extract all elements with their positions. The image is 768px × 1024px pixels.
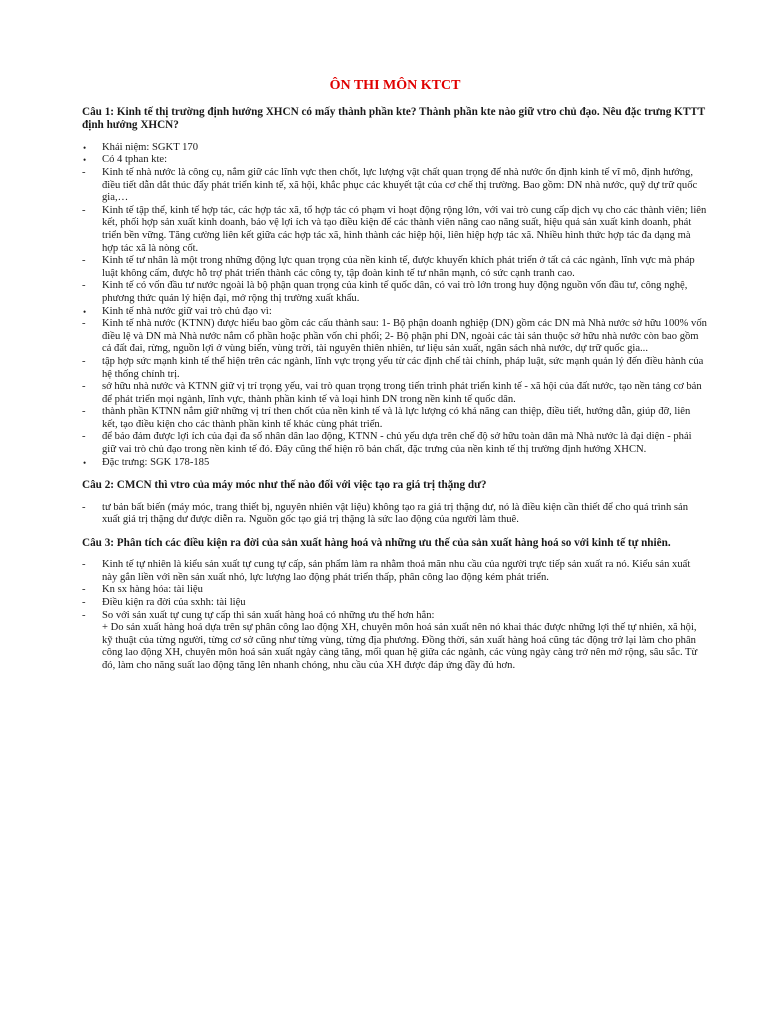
list-item — [82, 559, 708, 584]
bullet-marker: • — [83, 155, 87, 166]
dash-marker: - — [82, 167, 86, 178]
list-item-text: thành phần KTNN nắm giữ những vị trí then chốt của nền kinh tế và là lực lượng có khả năng can thiệp, điều tiết, hướng dẫn, giúp đỡ, liên kết, tạo điều kiện cho các thành phần kinh tế khác cùng phát triển. — [102, 406, 691, 430]
dash-marker: - — [82, 406, 86, 418]
dash-marker: - — [82, 559, 86, 571]
list-item — [82, 502, 708, 527]
dash-marker: - — [82, 501, 86, 513]
answer-list — [82, 559, 708, 672]
answer-list — [82, 502, 708, 527]
list-item — [82, 406, 708, 431]
dash-marker: - — [82, 355, 86, 367]
list-item-text: Điều kiện ra đời của sxhh: tài liệu — [102, 597, 246, 609]
list-item — [82, 154, 708, 167]
dash-marker: - — [82, 584, 86, 596]
list-item — [82, 318, 708, 356]
dash-marker: - — [82, 431, 86, 443]
bullet-marker: • — [83, 457, 87, 468]
dash-marker: - — [82, 318, 86, 330]
list-item-text: Có 4 tphan kte: — [102, 154, 168, 166]
dash-marker: - — [82, 381, 86, 393]
list-item — [82, 280, 708, 305]
list-item-text: tập hợp sức mạnh kinh tế thể hiện trên các ngành, lĩnh vực trọng yếu từ các định chế tài chính, pháp luật, sức mạnh quản lý đến điều hành của hệ thống chính trị. — [102, 355, 704, 380]
list-item — [82, 205, 708, 255]
bullet-marker: • — [83, 306, 87, 317]
list-item-text: để bảo đảm được lợi ích của đại đa số nhân dân lao động, KTNN - chủ yếu dựa trên chế độ sở hữu toàn dân mà Nhà nước là đại diện - phải giữ vai trò chủ đạo trong nền kinh tế đó. Đây cũng thể hiện rõ bản chất, đặc trưng của nền kinh tế thị trường định hướng XHCN. — [102, 431, 692, 456]
dash-marker: - — [82, 204, 86, 216]
list-item-text: Kinh tế tự nhiên là kiểu sản xuất tự cung tự cấp, sản phẩm làm ra nhằm thoả mãn nhu cầu của người trực tiếp sản xuất ra nó. Kiểu sản xuất này gắn liền với nền sản xuất nhỏ, lực lượng lao động phát triển thấp, phân công lao động kém phát triển. — [102, 559, 691, 583]
list-item — [82, 381, 708, 406]
list-item — [82, 610, 708, 673]
list-item-text: Kinh tế nhà nước giữ vai trò chủ đạo vì: — [102, 305, 272, 317]
list-item — [82, 431, 708, 456]
list-item-text: Đặc trưng: SGK 178-185 — [102, 456, 210, 468]
list-item — [82, 584, 708, 597]
list-item-text: So với sản xuất tự cung tự cấp thì sản xuất hàng hoá có những ưu thế hơn hẳn: + Do sản xuất hàng hoá dựa trên sự phân công lao động XH, chuyên môn hoá sản xuất nên nó khai thác được những lợi thế tự nhiên, xã hội, kỹ thuật của từng người, từng cơ sở cũng như từng vùng, từng địa phương. Đồng thời, sản xuất hàng hoá cũng tác động trở lại làm cho phân công lao động XH, chuyên môn hoá sản xuất ngày càng tăng, mối quan hệ giữa các ngành, các vùng ngày càng trở nên mở rộng, sâu sắc. Từ đó, làm cho năng suất lao động tăng lên nhanh chóng, nhu cầu của XH được đáp ứng đầy đủ hơn. — [102, 609, 698, 671]
dash-marker: - — [82, 255, 86, 267]
list-item-text: Kinh tế có vốn đầu tư nước ngoài là bộ phận quan trọng của kinh tế quốc dân, có vai trò lớn trong huy động nguồn vốn đầu tư, công nghệ, phương thức quản lý hiện đại, mở rộng thị trường xuất khẩu. — [102, 280, 688, 304]
dash-marker: - — [82, 280, 86, 292]
list-item — [82, 356, 708, 381]
document-body — [82, 106, 708, 673]
list-item — [82, 167, 708, 205]
question-heading: Câu 3: Phân tích các điều kiện ra đời của sản xuất hàng hoá và những ưu thế của sản xuất hàng hoá so với kinh tế tự nhiên. — [82, 536, 671, 549]
list-item-text: Kinh tế tư nhân là một trong những động lực quan trọng của nền kinh tế, được khuyến khích phát triển ở tất cả các ngành, lĩnh vực mà pháp luật không cấm, được hỗ trợ phát triển thành các công ty, tập đoàn kinh tế tư nhân mạnh, có sức cạnh tranh cao. — [102, 255, 695, 279]
list-item-text: Kinh tế tập thể, kinh tế hợp tác, các hợp tác xã, tổ hợp tác có phạm vi hoạt động rộng lớn, với vai trò cung cấp dịch vụ cho các thành viên; liên kết, phối hợp sản xuất kinh doanh, bảo vệ lợi ích và tạo điều kiện để các thành viên nâng cao năng suất, hiệu quả sản xuất kinh doanh, phát triển bền vững. Tăng cường liên kết giữa các hợp tác xã, hình thành các hiệp hội, liên hiệp hợp tác xã. Nhiều hình thức hợp tác đa dạng mà hợp tác xã là nòng cốt. — [102, 204, 707, 254]
list-item — [82, 255, 708, 280]
list-item-text: Kinh tế nhà nước (KTNN) được hiểu bao gồm các cấu thành sau: 1- Bộ phận doanh nghiệp (DN) gồm các DN mà Nhà nước sở hữu 100% vốn điều lệ và DN mà Nhà nước nắm cổ phần hoặc phần vốn chi phối; 2- Bộ phận phi DN, ngoài các tài sản thuộc sở hữu nhà nước còn bao gồm cả đất đai, rừng, nguồn lợi ở vùng biển, vùng trời, tài nguyên thiên nhiên, tư liệu sản xuất, ngân sách nhà nước, dự trữ quốc gia... — [102, 318, 707, 355]
list-item-text: Khái niệm: SGKT 170 — [102, 141, 199, 153]
list-item — [82, 457, 708, 470]
list-item-text: tư bản bất biến (máy móc, trang thiết bị, nguyên nhiên vật liệu) không tạo ra giá trị thặng dư, nó là điều kiện cần thiết để cho quá trình sản xuất giá trị thặng dư được diễn ra. Nguồn gốc tạo giá trị thặng là sức lao động của người làm thuê. — [102, 501, 689, 526]
list-item — [82, 597, 708, 610]
dash-marker: - — [82, 597, 86, 609]
list-item-text: sở hữu nhà nước và KTNN giữ vị trí trọng yếu, vai trò quan trọng trong tiến trình phát triển kinh tế - xã hội của đất nước, tạo nền tảng cơ bản để phát triển mọi ngành, lĩnh vực, thành phần kinh tế và loại hình DN trong nền kinh tế quốc dân. — [102, 381, 702, 405]
answer-list — [82, 142, 708, 469]
dash-marker: - — [82, 609, 86, 621]
list-item-text: Kinh tế nhà nước là công cụ, nắm giữ các lĩnh vực then chốt, lực lượng vật chất quan trọng để nhà nước ổn định kinh tế vĩ mô, định hướng, điều tiết dẫn dắt thúc đẩy phát triển kinh tế, xã hội, khắc phục các khuyết tật của cơ chế thị trường. Bao gồm: DN nhà nước, quỹ dự trữ quốc gia,… — [102, 167, 698, 204]
question-heading: Câu 2: CMCN thì vtro của máy móc như thế nào đối với việc tạo ra giá trị thặng dư? — [82, 479, 487, 492]
document-title: ÔN THI MÔN KTCT — [329, 78, 461, 93]
list-item — [82, 306, 708, 319]
list-item — [82, 142, 708, 155]
bullet-marker: • — [83, 142, 87, 153]
question-heading: Câu 1: Kinh tế thị trường định hướng XHCN có mấy thành phần kte? Thành phần kte nào giữ vtro chủ đạo. Nêu đặc trưng KTTT định hướng XHCN? — [82, 106, 705, 132]
list-item-text: Kn sx hàng hóa: tài liệu — [102, 584, 203, 596]
